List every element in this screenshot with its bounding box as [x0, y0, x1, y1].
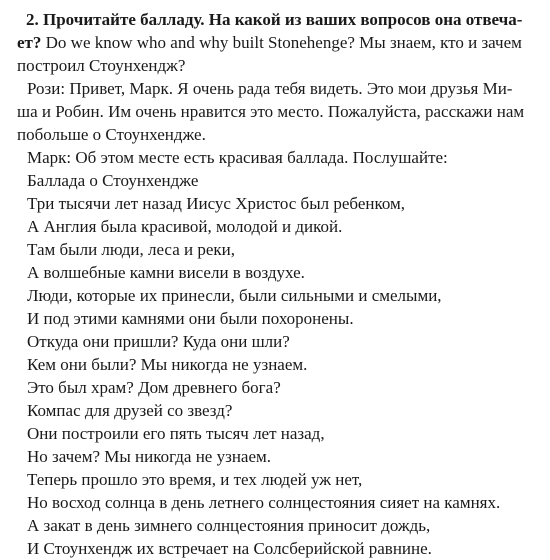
ballad-line: Это был храм? Дом древнего бога?	[27, 378, 281, 397]
ballad-line: И под этими камнями они были похоронены.	[27, 309, 354, 328]
rosie-line-1: Рози: Привет, Марк. Я очень рада тебя видеть. Это мои друзья Ми-	[27, 79, 513, 98]
mark-line-1: Марк: Об этом месте есть красивая баллада. Послушайте:	[27, 148, 448, 167]
ballad-line: Теперь прошло это время, и тех людей уж нет,	[27, 470, 363, 489]
exercise-heading-line-2	[17, 31, 541, 54]
rosie-line-3: побольше о Стоунхендже.	[17, 125, 206, 144]
exercise-instruction: Прочитайте балладу. На какой из ваших вопросов она отвеча-	[43, 10, 523, 29]
rosie-line-2: ша и Робин. Им очень нравится это место. Пожалуйста, расскажи нам	[17, 102, 525, 121]
ballad-line: Там были люди, леса и реки,	[27, 240, 235, 259]
exercise-instruction-end: ет?	[17, 33, 42, 52]
exercise-question-end: построил Стоунхендж?	[17, 56, 186, 75]
ballad-line: Компас для друзей со звезд?	[27, 401, 233, 420]
ballad-line: Люди, которые их принесли, были сильными и смелыми,	[27, 286, 442, 305]
ballad-title: Баллада о Стоунхендже	[27, 171, 199, 190]
ballad-line: Три тысячи лет назад Иисус Христос был ребенком,	[27, 194, 406, 213]
ballad-body	[17, 192, 541, 560]
ballad-line: Но зачем? Мы никогда не узнаем.	[27, 447, 272, 466]
ballad-line: Кем они были? Мы никогда не узнаем.	[27, 355, 308, 374]
exercise-number: 2.	[26, 10, 39, 29]
ballad-line: А закат в день зимнего солнцестояния приносит дождь,	[27, 516, 431, 535]
exercise-question: Do we know who and why built Stonehenge? Мы знаем, кто и зачем	[45, 33, 522, 52]
textbook-page	[17, 8, 541, 560]
ballad-line: И Стоунхендж их встречает на Солсберийской равнине.	[27, 539, 432, 558]
exercise-heading-line-1	[17, 8, 541, 31]
ballad-line: А волшебные камни висели в воздухе.	[27, 263, 305, 282]
ballad-line: Откуда они пришли? Куда они шли?	[27, 332, 290, 351]
ballad-line: Но восход солнца в день летнего солнцестояния сияет на камнях.	[27, 493, 501, 512]
ballad-line: Они построили его пять тысяч лет назад,	[27, 424, 325, 443]
ballad-line: А Англия была красивой, молодой и дикой.	[27, 217, 343, 236]
